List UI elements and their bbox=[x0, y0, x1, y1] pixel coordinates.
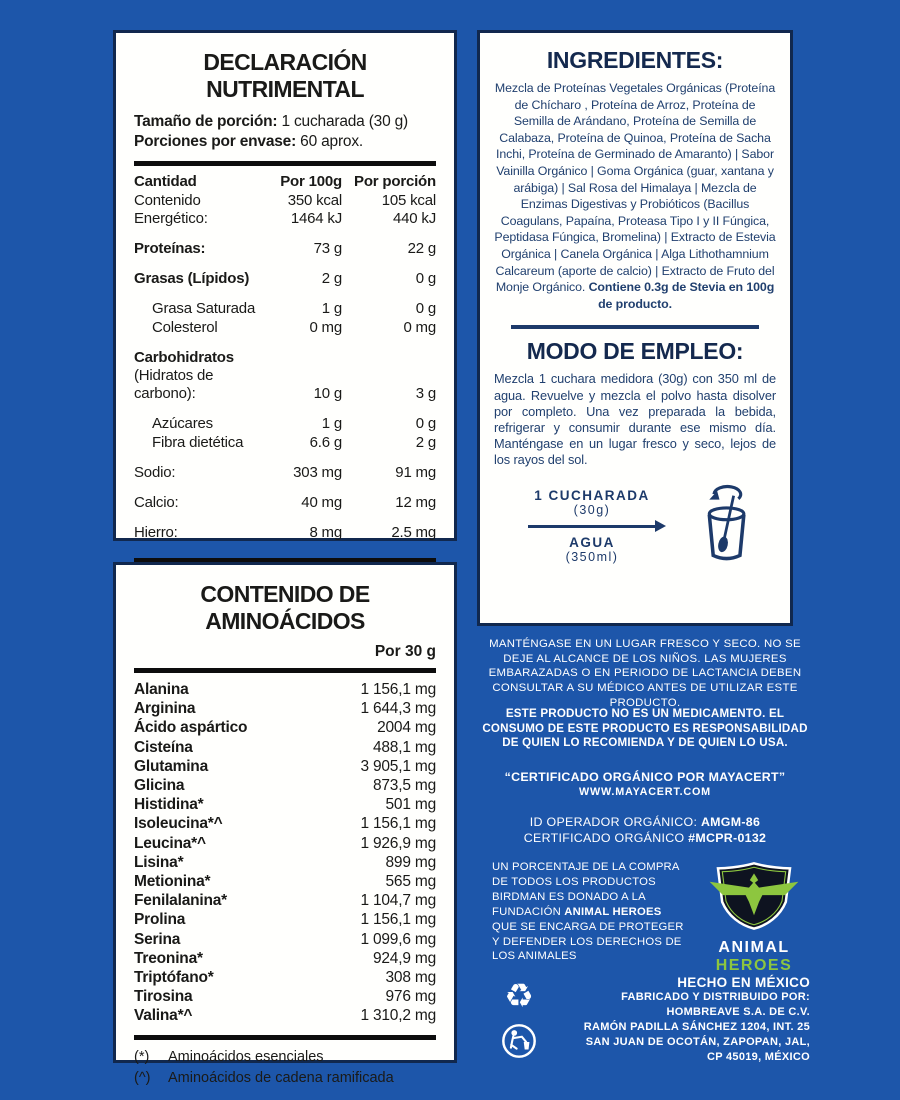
nutrition-row: Contenido Energético: 350 kcal 1464 kJ 105 kcal 440 kJ bbox=[134, 192, 436, 227]
tidyman-icon bbox=[500, 1022, 538, 1065]
amino-footnote: (^) Aminoácidos de cadena ramificada bbox=[134, 1069, 394, 1086]
servings-value: 60 aprox. bbox=[300, 133, 363, 150]
manufacturer-lines bbox=[543, 990, 810, 1065]
divider bbox=[511, 325, 759, 329]
operator-label: ID OPERADOR ORGÁNICO: bbox=[529, 815, 701, 829]
nutrition-row: Azúcares 1 g 0 g bbox=[152, 415, 436, 432]
divider bbox=[134, 161, 436, 166]
amino-row: Tirosina 976 mg bbox=[134, 988, 436, 1006]
servings-label: Porciones por envase: bbox=[134, 133, 297, 150]
col-amount: Cantidad bbox=[134, 173, 197, 190]
nutrition-row: Calcio: 40 mg 12 mg bbox=[134, 494, 436, 511]
certificate-value: #MCPR-0132 bbox=[688, 830, 767, 845]
nutrition-row: Sodio: 303 mg 91 mg bbox=[134, 464, 436, 481]
amino-footnote: (*) Aminoácidos esenciales bbox=[134, 1048, 324, 1065]
divider bbox=[134, 668, 436, 673]
amino-row: Cisteína 488,1 mg bbox=[134, 738, 436, 756]
amino-row: Treonina* 924,9 mg bbox=[134, 949, 436, 967]
address-line: SAN JUAN DE OCOTÁN, ZAPOPAN, JAL, bbox=[585, 1035, 810, 1048]
spoon-label: 1 CUCHARADA bbox=[534, 488, 650, 504]
amino-footnotes bbox=[134, 1047, 436, 1089]
serving-size-value: 1 cucharada (30 g) bbox=[281, 113, 408, 130]
medical-disclaimer: ESTE PRODUCTO NO ES UN MEDICAMENTO. EL CONSUMO DE ESTE PRODUCTO ES RESPONSABILIDAD DE QUIEN LO RECOMIENDA Y DE QUIEN LO USA. bbox=[482, 707, 808, 750]
ingredients-text: Mezcla de Proteínas Vegetales Orgánicas (Proteína de Chícharo , Proteína de Arroz, Proteína de Semilla de Arándano, Proteína de Semilla de Calabaza, Proteína de Quinoa, Proteína de Sacha Inchi, Proteína de Germinado de Amaranto) | Sabor Vainilla Orgánico | Goma Orgánica (guar, xantana y arábiga) | Sal Rosa del Himalaya | Mezcla de Enzimas Digestivas y Probióticos (Bacillus Coagulans, Papaína, Proteasa Tipo I y II Fúngica, Peptidasa Fúngica, Bromelina) | Extracto de Estevia Orgánica | Canela Orgánica | Alga Lithothamnium Calcareum (aporte de calcio) | Extracto de Fruto del Monje Orgánico. bbox=[494, 81, 776, 295]
amino-subtitle: Por 30 g bbox=[374, 643, 436, 660]
donation-post: QUE SE ENCARGA DE PROTEGER Y DEFENDER LOS DERECHOS DE LOS ANIMALES bbox=[492, 920, 684, 963]
amino-row: Glutamina 3 905,1 mg bbox=[134, 757, 436, 775]
certificate-id-line bbox=[480, 831, 810, 847]
donation-foundation-name: ANIMAL HEROES bbox=[564, 905, 662, 918]
nutrition-table-body bbox=[134, 192, 436, 542]
certification-block bbox=[480, 770, 810, 798]
eagle-shield-icon bbox=[702, 919, 806, 936]
logo-word-animal: ANIMAL bbox=[718, 939, 790, 956]
nutrition-title: DECLARACIÓN NUTRIMENTAL bbox=[203, 49, 367, 102]
address-line: FABRICADO Y DISTRIBUIDO POR: bbox=[621, 991, 810, 1003]
amino-row: Lisina* 899 mg bbox=[134, 853, 436, 871]
animal-heroes-logo bbox=[696, 860, 812, 975]
address-line: CP 45019, MÉXICO bbox=[706, 1050, 810, 1063]
usage-body: Mezcla 1 cuchara medidora (30g) con 350 ml de agua. Revuelve y mezcla el polvo hasta disolver por completo. Una vez preparada la bebida, refrigerar y consumir durante ese mismo día. Manténgase en un lugar fresco y seco, lejos de los rayos del sol. bbox=[494, 371, 776, 468]
usage-title: MODO DE EMPLEO: bbox=[526, 338, 744, 365]
water-amount: (350ml) bbox=[565, 550, 619, 565]
usage-diagram-labels bbox=[512, 488, 672, 564]
ingredients-usage-card bbox=[477, 30, 793, 626]
nutrition-row: Carbohidratos (Hidratos de carbono): 10 g 3 g bbox=[134, 349, 436, 402]
cert-url: WWW.MAYACERT.COM bbox=[579, 786, 711, 798]
amino-row: Arginina 1 644,3 mg bbox=[134, 700, 436, 718]
amino-row: Metionina* 565 mg bbox=[134, 873, 436, 891]
address-line: HOMBREAVE S.A. DE C.V. bbox=[666, 1005, 810, 1018]
nutrition-row: Fibra dietética 6.6 g 2 g bbox=[152, 434, 436, 451]
nutrition-row: Proteínas: 73 g 22 g bbox=[134, 240, 436, 257]
donation-pre: UN PORCENTAJE DE LA COMPRA DE TODOS LOS PRODUCTOS BIRDMAN ES DONADO A LA FUNDACIÓN bbox=[492, 861, 680, 918]
nutrition-row: Grasa Saturada 1 g 0 g bbox=[152, 300, 436, 317]
amino-row: Histidina* 501 mg bbox=[134, 796, 436, 814]
amino-row: Ácido aspártico 2004 mg bbox=[134, 719, 436, 737]
arrow-right-icon bbox=[528, 525, 656, 528]
organic-ids-block bbox=[480, 815, 810, 847]
amino-row: Valina*^ 1 310,2 mg bbox=[134, 1007, 436, 1025]
divider bbox=[134, 1035, 436, 1040]
nutrition-facts-card bbox=[113, 30, 457, 541]
ingredients-stevia-note: Contiene 0.3g de Stevia en 100g de producto. bbox=[588, 280, 775, 311]
amino-row: Serina 1 099,6 mg bbox=[134, 930, 436, 948]
nutrition-row: Grasas (Lípidos) 2 g 0 g bbox=[134, 270, 436, 287]
nutrition-row: Colesterol 0 mg 0 mg bbox=[152, 319, 436, 336]
nutrition-table-header bbox=[134, 173, 436, 191]
water-label: AGUA bbox=[569, 535, 615, 551]
usage-diagram bbox=[494, 482, 776, 571]
serving-info bbox=[134, 112, 436, 152]
recycling-icon: ♻ bbox=[504, 977, 534, 1014]
nutrition-row: Hierro: 8 mg 2.5 mg bbox=[134, 524, 436, 541]
footer-icons bbox=[495, 975, 543, 1065]
amino-list bbox=[134, 680, 436, 1026]
ingredients-body bbox=[494, 80, 776, 312]
address-line: RAMÓN PADILLA SÁNCHEZ 1204, INT. 25 bbox=[583, 1020, 810, 1033]
logo-word-heroes: HEROES bbox=[715, 957, 793, 974]
certificate-label: CERTIFICADO ORGÁNICO bbox=[523, 830, 689, 845]
ingredients-title: INGREDIENTES: bbox=[546, 47, 724, 73]
operator-value: AMGM-86 bbox=[700, 815, 761, 829]
amino-row: Leucina*^ 1 926,9 mg bbox=[134, 834, 436, 852]
amino-row: Alanina 1 156,1 mg bbox=[134, 681, 436, 698]
cert-quote: “CERTIFICADO ORGÁNICO POR MAYACERT” bbox=[504, 770, 786, 784]
amino-row: Glicina 873,5 mg bbox=[134, 777, 436, 795]
donation-text bbox=[492, 860, 684, 975]
amino-row: Isoleucina*^ 1 156,1 mg bbox=[134, 815, 436, 833]
made-in-label: HECHO EN MÉXICO bbox=[677, 975, 810, 990]
stir-cup-icon bbox=[692, 482, 758, 571]
col-per-100g: Por 100g bbox=[280, 173, 342, 190]
spoon-amount: (30g) bbox=[573, 503, 611, 518]
donation-block bbox=[492, 860, 812, 975]
amino-row: Fenilalanina* 1 104,7 mg bbox=[134, 892, 436, 910]
amino-row: Prolina 1 156,1 mg bbox=[134, 911, 436, 929]
operator-id-line bbox=[480, 815, 810, 831]
amino-title: CONTENIDO DE AMINOÁCIDOS bbox=[200, 581, 370, 634]
amino-row: Triptófano* 308 mg bbox=[134, 969, 436, 987]
col-per-serving: Por porción bbox=[354, 173, 436, 190]
storage-warning: MANTÉNGASE EN UN LUGAR FRESCO Y SECO. NO SE DEJE AL ALCANCE DE LOS NIÑOS. LAS MUJERES EMBARAZADAS O EN PERIODO DE LACTANCIA DEBEN CONSULTAR A SU MÉDICO ANTES DE UTILIZAR ESTE PRODUCTO. bbox=[488, 638, 802, 709]
footer-block bbox=[495, 975, 810, 1065]
manufacturer-address bbox=[543, 975, 810, 1065]
serving-size-label: Tamaño de porción: bbox=[134, 113, 278, 130]
amino-acids-card bbox=[113, 562, 457, 1086]
